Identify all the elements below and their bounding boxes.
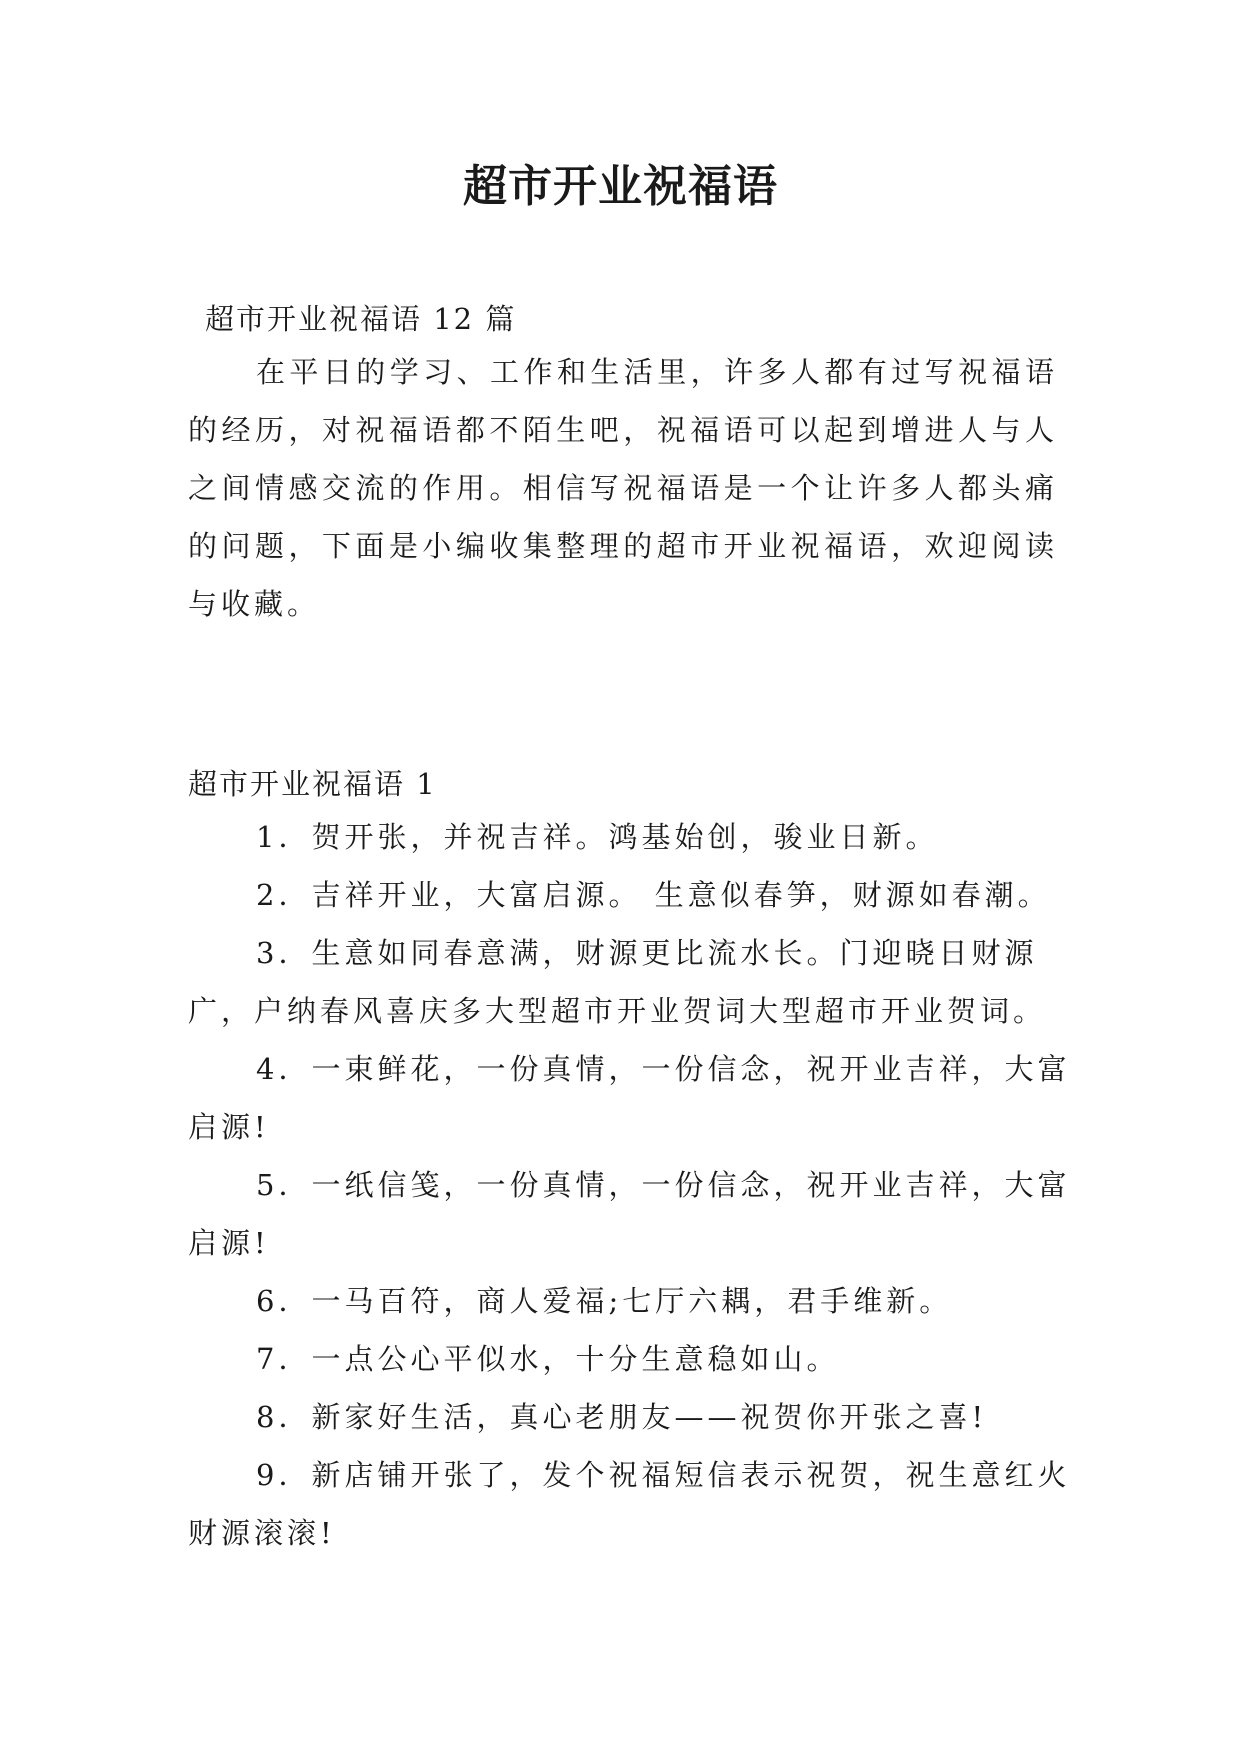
document-subtitle: 超市开业祝福语 12 篇 [205,302,517,336]
section-heading: 超市开业祝福语 1 [188,767,437,801]
blessing-list [188,808,1078,1562]
intro-paragraph: 在平日的学习、工作和生活里，许多人都有过写祝福语的经历，对祝福语都不陌生吧，祝福语可以起到增进人与人之间情感交流的作用。相信写祝福语是一个让许多人都头痛的问题，下面是小编收集整理的超市开业祝福语，欢迎阅读与收藏。 [188,355,1058,621]
list-item: 8．新家好生活，真心老朋友——祝贺你开张之喜! [256,1400,988,1434]
list-item: 9．新店铺开张了，发个祝福短信表示祝贺，祝生意红火财源滚滚! [188,1458,1071,1550]
list-item: 3．生意如同春意满，财源更比流水长。门迎晓日财源广，户纳春风喜庆多大型超市开业贺词大型超市开业贺词。 [188,936,1047,1028]
list-item: 2．吉祥开业，大富启源。 生意似春笋，财源如春潮。 [256,878,1051,912]
list-item: 1．贺开张，并祝吉祥。鸿基始创，骏业日新。 [256,820,939,854]
list-item: 7．一点公心平似水，十分生意稳如山。 [256,1342,840,1376]
list-item: 4．一束鲜花，一份真情，一份信念，祝开业吉祥，大富启源! [188,1052,1071,1144]
list-item: 6．一马百符，商人爱福;七厅六耦，君手维新。 [256,1284,953,1318]
list-item: 5．一纸信笺，一份真情，一份信念，祝开业吉祥，大富启源! [188,1168,1071,1260]
document-title: 超市开业祝福语 [463,161,778,212]
